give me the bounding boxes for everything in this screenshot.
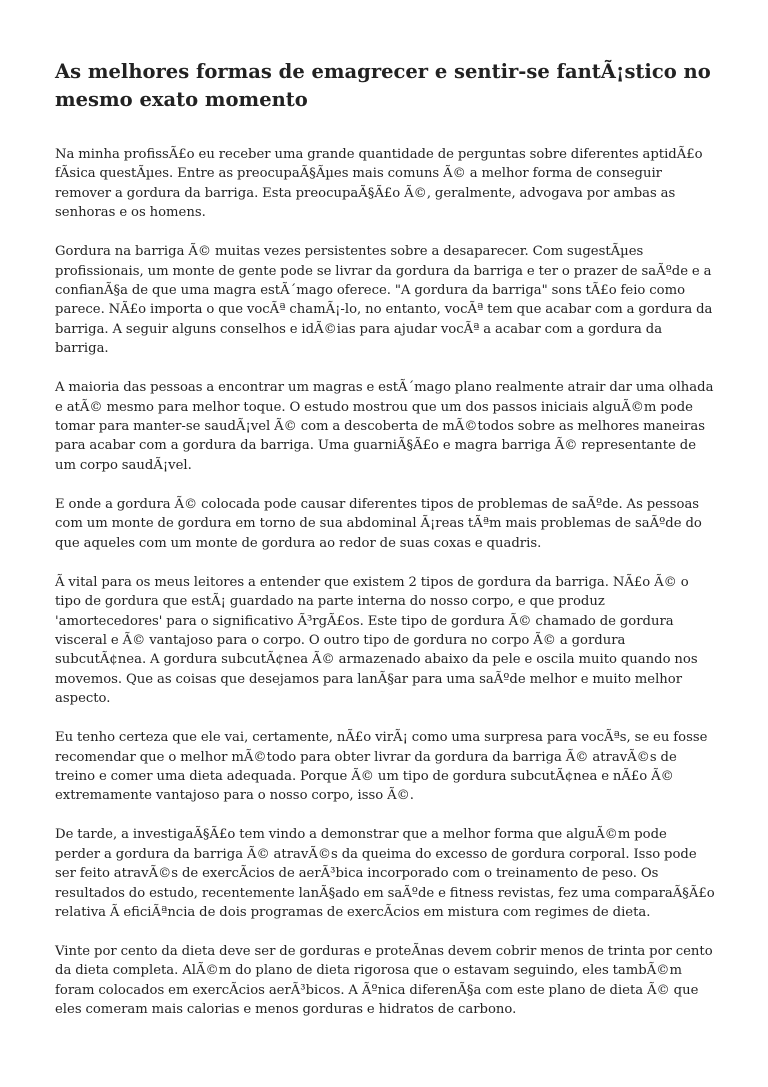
paragraph-3: A maioria das pessoas a encontrar um magras e estÃ´mago plano realmente atrair dar uma olhada e atÃ© mesmo para melhor toque. O estudo mostrou que um dos passos iniciais alguÃ©m pode tomar para manter-se saudÃ¡vel Ã© com a descoberta de mÃ©todos sobre as melhores maneiras para acabar com a gordura da barriga. Uma guarniÃ§Ã£o e magra barriga Ã© representante de um corpo saudÃ¡vel. (55, 380, 714, 473)
paragraph-2: Gordura na barriga Ã© muitas vezes persistentes sobre a desaparecer. Com sugestÃµes profissionais, um monte de gente pode se livrar da gordura da barriga e ter o prazer de saÃºde e a confianÃ§a de que uma magra estÃ´mago oferece. "A gordura da barriga" sons tÃ£o feio como parece. NÃ£o importa o que vocÃª chamÃ¡-lo, no entanto, vocÃª tem que acabar com a gordura da barriga. A seguir alguns conselhos e idÃ©ias para ajudar vocÃª a acabar com a gordura da barriga. (55, 244, 713, 357)
paragraph-8: Vinte por cento da dieta deve ser de gorduras e proteÃnas devem cobrir menos de trinta por cento da dieta completa. AlÃ©m do plano de dieta rigorosa que o estavam seguindo, eles tambÃ©m foram colocados em exercÃcios aerÃ³bicos. A Ãºnica diferenÃ§a com este plano de dieta Ã© que eles comeram mais calorias e menos gorduras e hidratos de carbono. (55, 943, 713, 1018)
paragraph-6: Eu tenho certeza que ele vai, certamente, nÃ£o virÃ¡ como uma surpresa para vocÃªs, se eu fosse recomendar que o melhor mÃ©todo para obter livrar da gordura da barriga Ã© atravÃ©s de treino e comer uma dieta adequada. Porque Ã© um tipo de gordura subcutÃ¢nea e nÃ£o Ã© extremamente vantajoso para o nosso corpo, isso Ã©. (55, 730, 708, 804)
paragraph-5: Ã vital para os meus leitores a entender que existem 2 tipos de gordura da barriga. NÃ£o Ã© o tipo de gordura que estÃ¡ guardado na parte interna do nosso corpo, e que produz 'amortecedores' para o significativo Ã³rgÃ£os. Este tipo de gordura Ã© chamado de gordura visceral e Ã© vantajoso para o corpo. O outro tipo de gordura no corpo Ã© a gordura subcutÃ¢nea. A gordura subcutÃ¢nea Ã© armazenado abaixo da pele e oscila muito quando nos movemos. Que as coisas que desejamos para lanÃ§ar para uma saÃºde melhor e muito melhor aspecto. (55, 574, 698, 707)
paragraph-4: E onde a gordura Ã© colocada pode causar diferentes tipos de problemas de saÃºde. As pessoas com um monte de gordura em torno de sua abdominal Ã¡reas tÃªm mais problemas de saÃºde do que aqueles com um monte de gordura ao redor de suas coxas e quadris. (55, 496, 702, 551)
document-title: As melhores formas de emagrecer e sentir-se fantÃ¡stico no mesmo exato momento (55, 60, 711, 111)
document-page (55, 58, 715, 1039)
paragraph-1: Na minha profissÃ£o eu receber uma grande quantidade de perguntas sobre diferentes aptidÃ£o fÃsica questÃµes. Entre as preocupaÃ§Ãµes mais comuns Ã© a melhor forma de conseguir remover a gordura da barriga. Esta preocupaÃ§Ã£o Ã©, geralmente, advogava por ambas as senhoras e os homens. (55, 147, 703, 221)
paragraph-7: De tarde, a investigaÃ§Ã£o tem vindo a demonstrar que a melhor forma que alguÃ©m pode perder a gordura da barriga Ã© atravÃ©s da queima do excesso de gordura corporal. Isso pode ser feito atravÃ©s de exercÃcios de aerÃ³bica incorporado com o treinamento de peso. Os resultados do estudo, recentemente lanÃ§ado em saÃºde e fitness revistas, fez uma comparaÃ§Ã£o relativa Ã eficiÃªncia de dois programas de exercÃcios em mistura com regimes de dieta. (55, 827, 715, 920)
